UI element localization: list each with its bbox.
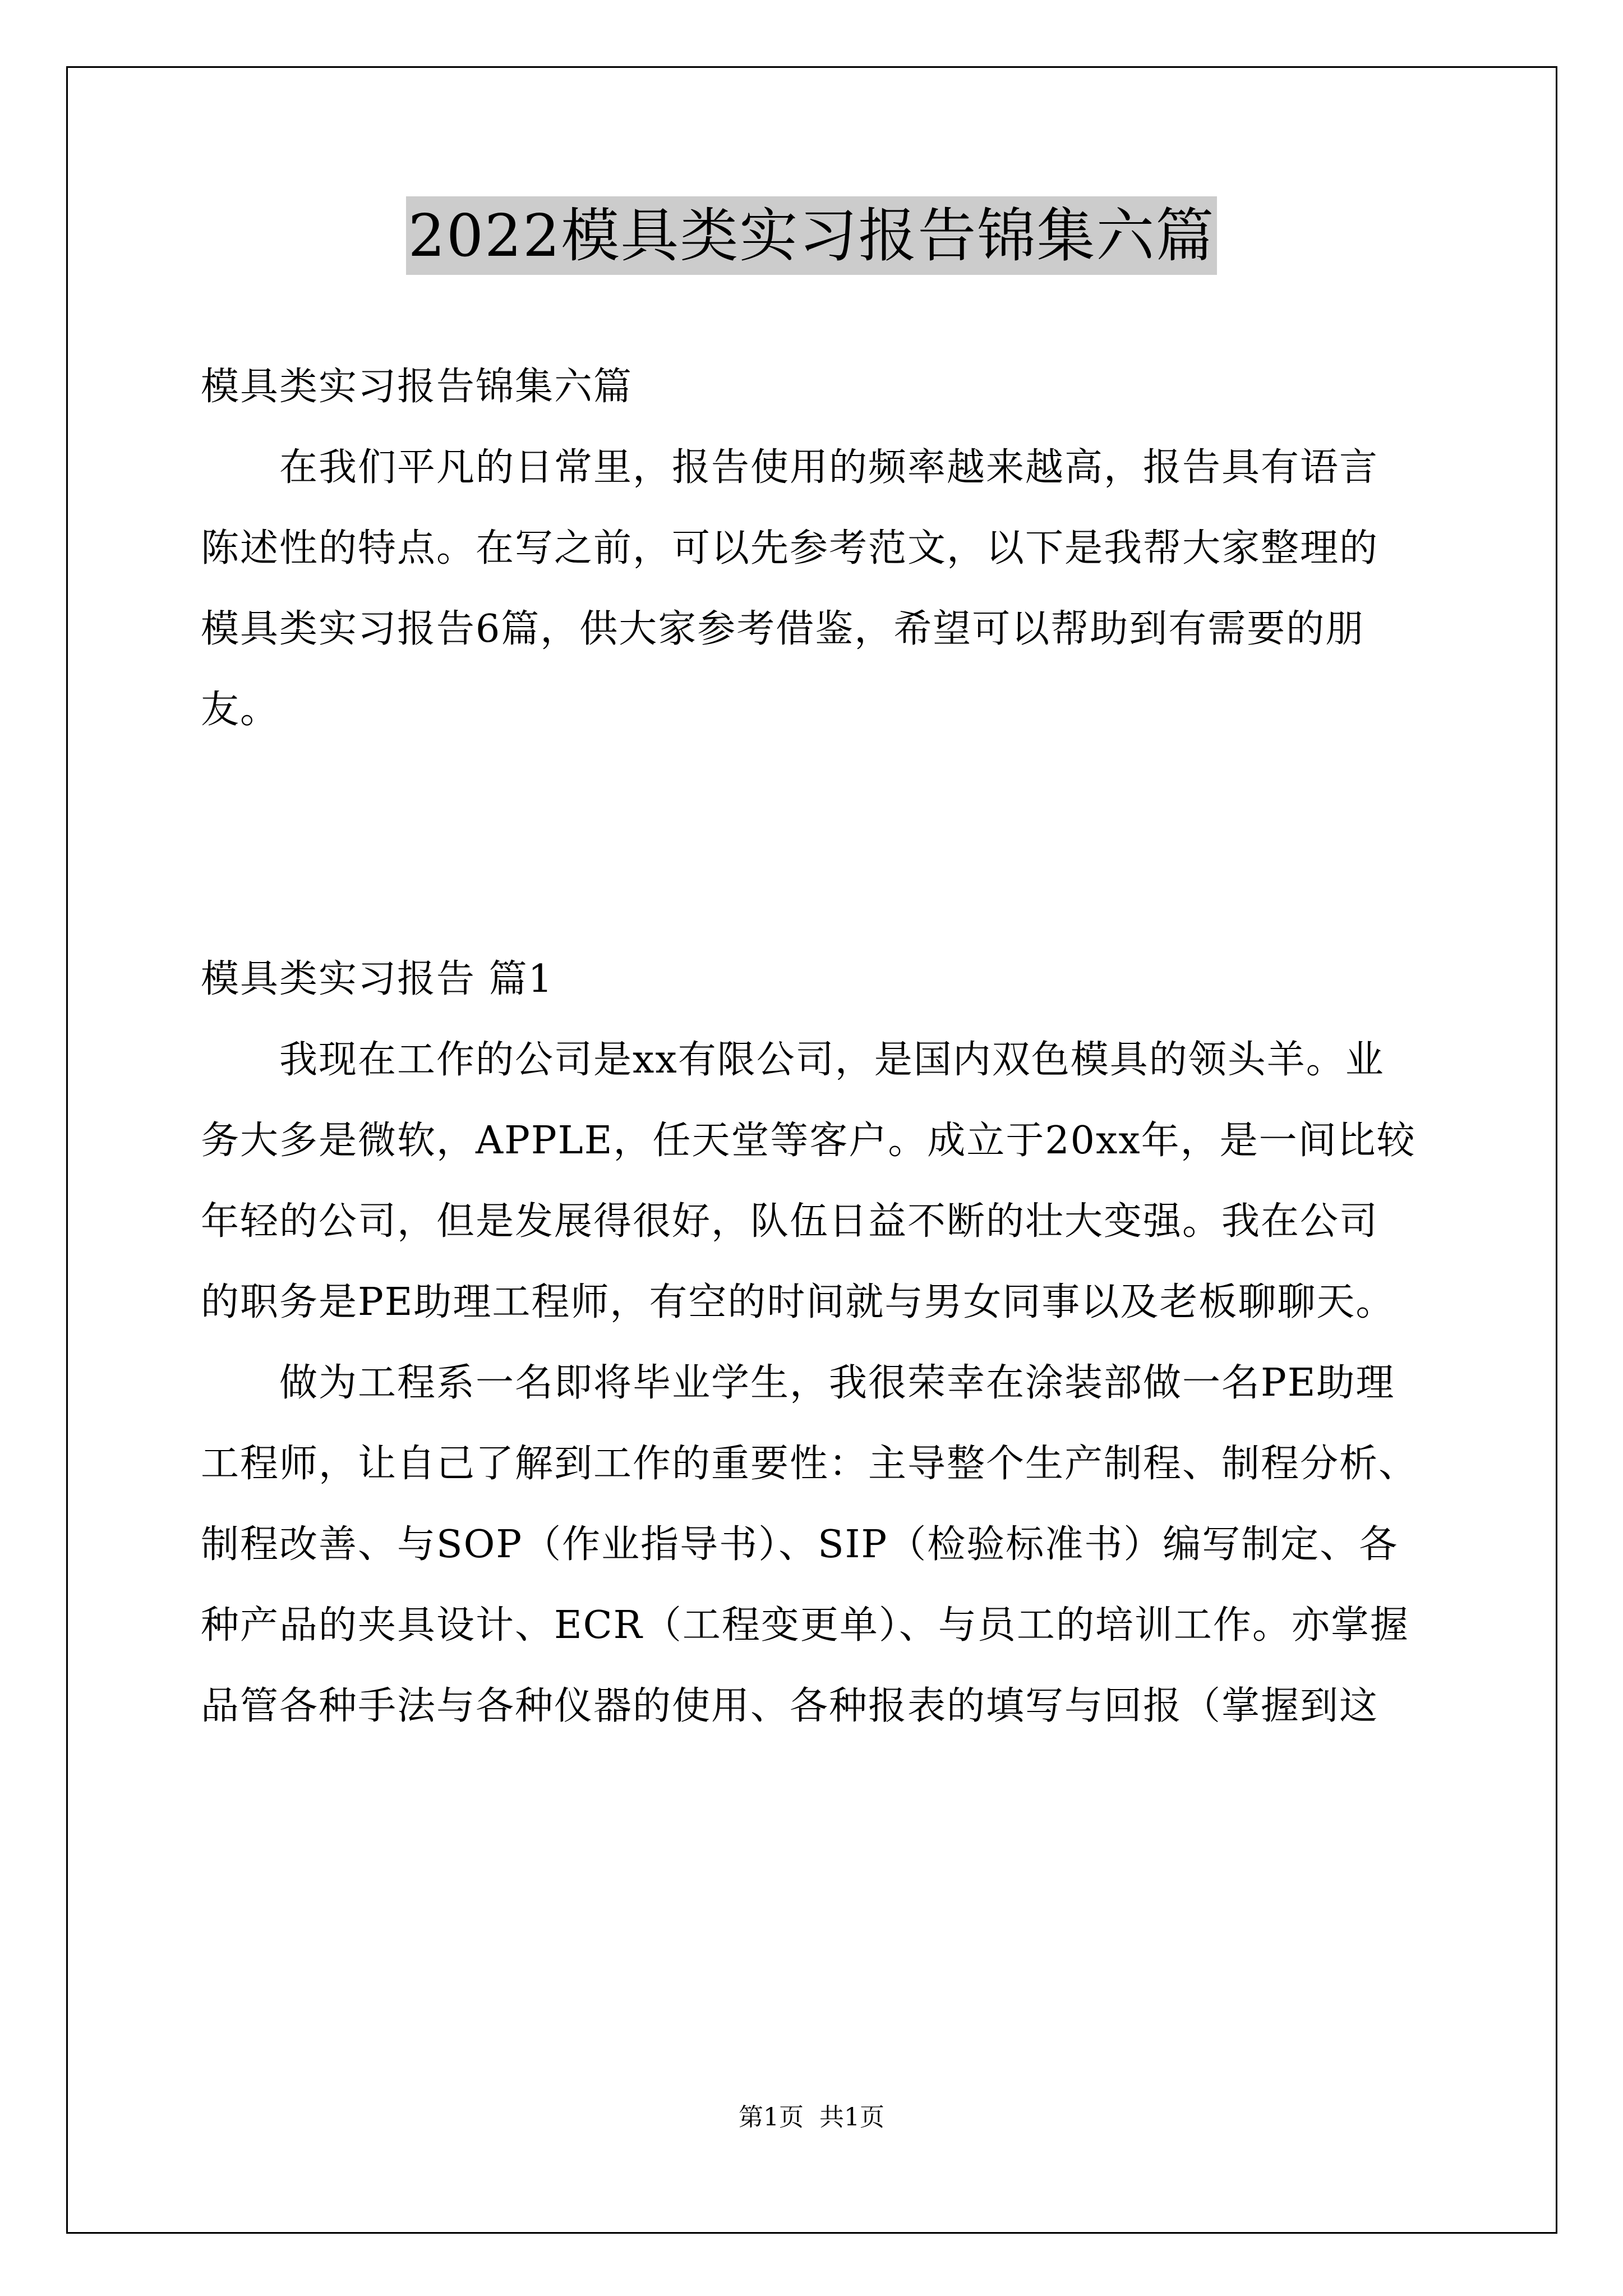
intro-line: 模具类实习报告6篇，供大家参考借鉴，希望可以帮助到有需要的朋 xyxy=(201,607,1365,651)
title-container xyxy=(0,196,1623,275)
page-footer xyxy=(0,2101,1623,2134)
document-body xyxy=(201,347,1457,751)
section-line: 务大多是微软，APPLE，任天堂等客户。成立于20xx年，是一间比较 xyxy=(201,1119,1416,1163)
intro-line: 友。 xyxy=(201,688,280,732)
intro-line: 陈述性的特点。在写之前，可以先参考范文，以下是我帮大家整理的 xyxy=(201,526,1379,570)
section-heading: 模具类实习报告 篇1 xyxy=(201,957,554,1001)
section-line: 我现在工作的公司是xx有限公司，是国内双色模具的领头羊。业 xyxy=(201,1038,1385,1082)
page-number: 第1页 xyxy=(739,2103,804,2132)
section-line: 种产品的夹具设计、ECR（工程变更单）、与员工的培训工作。亦掌握 xyxy=(201,1603,1409,1648)
section-body xyxy=(201,939,1457,1747)
section-line: 年轻的公司，但是发展得很好，队伍日益不断的壮大变强。我在公司 xyxy=(201,1199,1379,1244)
section-line: 做为工程系一名即将毕业学生，我很荣幸在涂装部做一名PE助理 xyxy=(201,1361,1395,1405)
subtitle: 模具类实习报告锦集六篇 xyxy=(201,365,633,409)
section-line: 品管各种手法与各种仪器的使用、各种报表的填写与回报（掌握到这 xyxy=(201,1684,1379,1728)
section-line: 制程改善、与SOP（作业指导书）、SIP（检验标准书）编写制定、各 xyxy=(201,1522,1399,1567)
intro-line: 在我们平凡的日常里，报告使用的频率越来越高，报告具有语言 xyxy=(201,445,1379,490)
document-title: 2022模具类实习报告锦集六篇 xyxy=(406,196,1218,275)
section-line: 的职务是PE助理工程师，有空的时间就与男女同事以及老板聊聊天。 xyxy=(201,1280,1395,1324)
page-total: 共1页 xyxy=(819,2103,884,2132)
section-line: 工程师，让自己了解到工作的重要性：主导整个生产制程、制程分析、 xyxy=(201,1442,1418,1486)
